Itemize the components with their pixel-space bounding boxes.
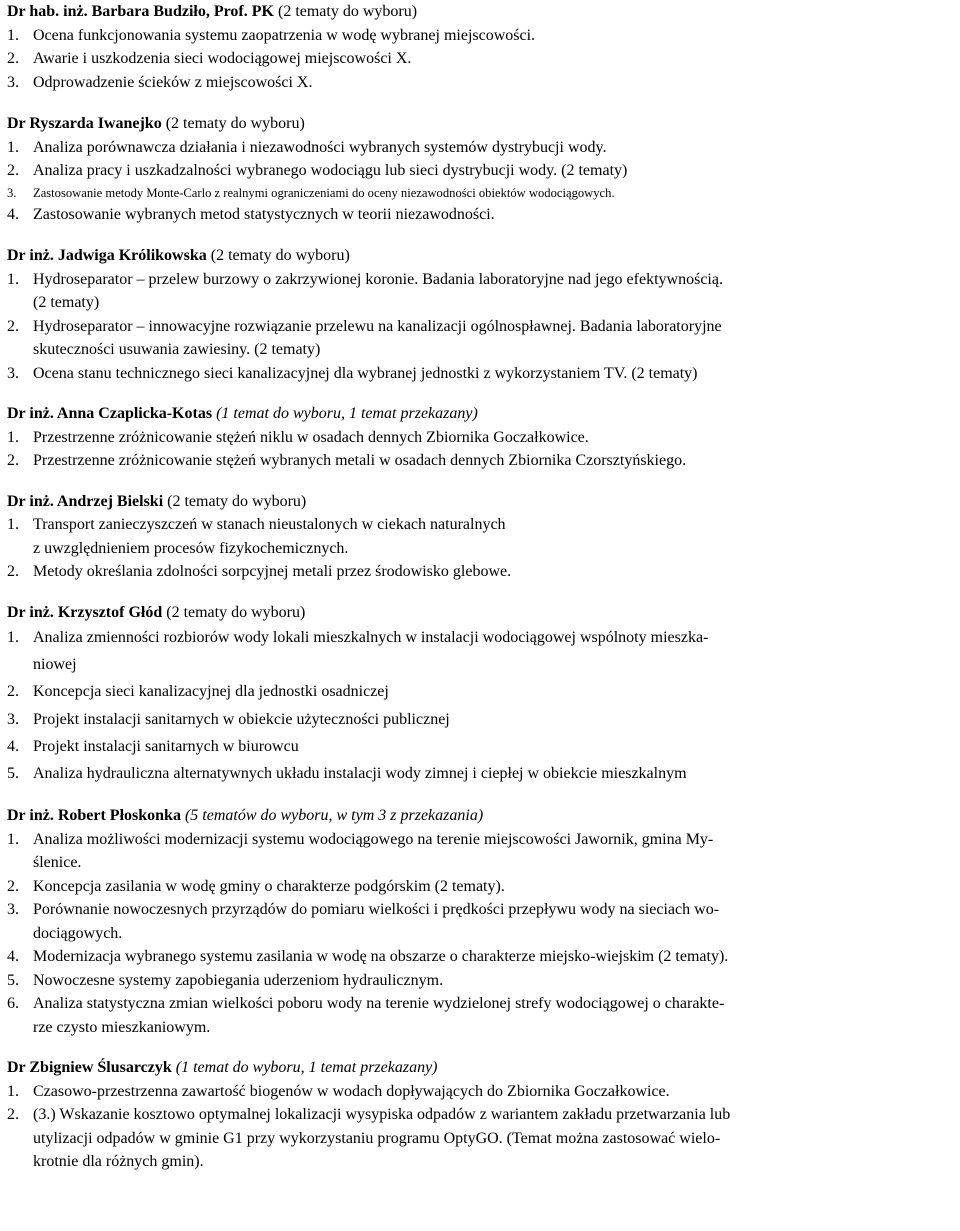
item-text: Zastosowanie wybranych metod statystycznych w teorii niezawodności.: [33, 205, 495, 223]
item-text-line: ślenice.: [33, 854, 82, 872]
item-text: [33, 828, 957, 875]
section-header: [7, 402, 957, 426]
item-number: 6.: [7, 995, 19, 1013]
item-text-line: Analiza zmienności rozbiorów wody lokali mieszkalnych w instalacji wodociągowej wspólnoty mieszka-: [33, 629, 709, 646]
section-czaplicka-kotas: [7, 402, 957, 473]
list-item: [7, 449, 957, 473]
item-text: Koncepcja zasilania w wodę gminy o charakterze podgórskim (2 tematy).: [33, 877, 505, 895]
item-text: Analiza hydrauliczna alternatywnych układu instalacji wody zimnej i ciepłej w obiekcie mieszkalnym: [33, 765, 687, 783]
list-item: [7, 159, 957, 183]
section-header: [7, 0, 957, 24]
item-number: 1.: [7, 1082, 19, 1100]
list-item: [7, 183, 957, 203]
item-text-line: rze czysto mieszkaniowym.: [33, 1018, 211, 1036]
item-number: 1.: [7, 26, 19, 44]
item-text: [33, 268, 957, 315]
supervisor-name: Dr Ryszarda Iwanejko: [7, 115, 162, 132]
item-text: [33, 624, 957, 678]
item-number: 3.: [7, 185, 17, 200]
supervisor-name: Dr hab. inż. Barbara Budziło, Prof. PK: [7, 3, 274, 20]
supervisor-name: Dr inż. Jadwiga Królikowska: [7, 247, 207, 264]
list-item: [7, 1103, 957, 1174]
item-number: 5.: [7, 765, 19, 783]
item-number: 3.: [7, 364, 19, 382]
item-text-line: Porównanie nowoczesnych przyrządów do pomiaru wielkości i prędkości przepływu wody na sieciach wo-: [33, 901, 720, 919]
item-text: Odprowadzenie ścieków z miejscowości X.: [33, 73, 313, 91]
list-item: [7, 513, 957, 560]
list-item: [7, 426, 957, 450]
item-number: 5.: [7, 971, 19, 989]
item-number: 1.: [7, 629, 19, 646]
section-header: [7, 244, 957, 268]
item-text-line: Transport zanieczyszczeń w stanach nieustalonych w ciekach naturalnych: [33, 516, 506, 533]
section-iwanejko: [7, 112, 957, 226]
supervisor-name: Dr Zbigniew Ślusarczyk: [7, 1059, 172, 1077]
list-item: [7, 760, 957, 787]
item-number: 2.: [7, 1106, 19, 1124]
item-number: 4.: [7, 737, 19, 755]
item-text: Awarie i uszkodzenia sieci wodociągowej miejscowości X.: [33, 50, 412, 67]
item-text: Przestrzenne zróżnicowanie stężeń niklu w osadach dennych Zbiornika Goczałkowice.: [33, 428, 589, 446]
list-item: [7, 136, 957, 160]
item-number: 2.: [7, 317, 19, 335]
document: [7, 0, 957, 1174]
topic-count-note: (2 tematy do wyboru): [162, 603, 306, 621]
section-budzilo: [7, 0, 957, 94]
item-text: Analiza porównawcza działania i niezawodności wybranych systemów dystrybucji wody.: [33, 138, 607, 156]
item-text: Analiza pracy i uszkadzalności wybranego wodociągu lub sieci dystrybucji wody. (2 tematy): [33, 162, 628, 179]
list-item: [7, 678, 957, 705]
item-text-line: Analiza statystyczna zmian wielkości poboru wody na terenie wydzielonej strefy wodociągowej o charakte-: [33, 995, 725, 1013]
item-text: Koncepcja sieci kanalizacyjnej dla jednostki osadniczej: [33, 683, 389, 701]
item-number: 3.: [7, 710, 19, 728]
list-item: [7, 828, 957, 875]
list-item: [7, 706, 957, 733]
item-number: 2.: [7, 563, 19, 580]
topic-count-note: (1 temat do wyboru, 1 temat przekazany): [171, 1059, 438, 1077]
supervisor-name: Dr inż. Anna Czaplicka-Kotas: [7, 405, 213, 422]
item-number: 1.: [7, 138, 19, 156]
list-item: [7, 24, 957, 48]
item-number: 2.: [7, 162, 19, 179]
list-item: [7, 945, 957, 969]
item-text: Metody określania zdolności sorpcyjnej metali przez środowisko glebowe.: [33, 563, 512, 580]
section-header: [7, 490, 957, 514]
section-ploskonka: [7, 804, 957, 1039]
item-number: 2.: [7, 877, 19, 895]
item-text: Modernizacja wybranego systemu zasilania w wodę na obszarze o charakterze miejsko-wiejskim (2 tematy).: [33, 948, 729, 966]
item-text: Projekt instalacji sanitarnych w biurowcu: [33, 737, 299, 755]
item-text: Nowoczesne systemy zapobiegania uderzeniom hydraulicznym.: [33, 971, 444, 989]
item-text-line: krotnie dla różnych gmin).: [33, 1153, 204, 1171]
item-text-line: (3.) Wskazanie kosztowo optymalnej lokalizacji wysypiska odpadów z wariantem zakładu przetwarzania lub: [33, 1106, 731, 1124]
item-text: Zastosowanie metody Monte-Carlo z realnymi ograniczeniami do oceny niezawodności obiektów wodociągowych.: [33, 185, 615, 200]
item-text: Ocena funkcjonowania systemu zaopatrzenia w wodę wybranej miejscowości.: [33, 26, 536, 44]
supervisor-name: Dr inż. Robert Płoskonka: [7, 807, 181, 825]
list-item: [7, 47, 957, 71]
item-number: 1.: [7, 830, 19, 848]
section-slusarczyk: [7, 1056, 957, 1174]
item-number: 4.: [7, 205, 19, 223]
list-item: [7, 992, 957, 1039]
item-text-line: skuteczności usuwania zawiesiny. (2 tematy): [33, 341, 321, 358]
item-number: 2.: [7, 683, 19, 701]
item-number: 3.: [7, 901, 19, 919]
item-text: [33, 315, 957, 362]
section-krolikowska: [7, 244, 957, 385]
item-number: 1.: [7, 270, 19, 288]
supervisor-name: Dr inż. Krzysztof Głód: [7, 603, 163, 621]
section-glod: [7, 601, 957, 788]
item-text-line: dociągowych.: [33, 924, 123, 942]
list-item: [7, 362, 957, 386]
item-text-line: utylizacji odpadów w gminie G1 przy wykorzystaniu programu OptyGO. (Temat można zastosować wielo-: [33, 1129, 721, 1147]
list-item: [7, 560, 957, 584]
list-item: [7, 71, 957, 95]
supervisor-name: Dr inż. Andrzej Bielski: [7, 492, 164, 510]
item-number: 3.: [7, 73, 19, 91]
list-item: [7, 733, 957, 760]
section-header: [7, 112, 957, 136]
item-number: 2.: [7, 50, 19, 67]
item-number: 4.: [7, 948, 19, 966]
section-header: [7, 804, 957, 828]
section-header: [7, 1056, 957, 1080]
list-item: [7, 203, 957, 227]
section-header: [7, 601, 957, 625]
item-text-line: niowej: [33, 656, 77, 674]
topic-count-note: (2 tematy do wyboru): [273, 3, 418, 20]
item-text-line: Analiza możliwości modernizacji systemu wodociągowego na terenie miejscowości Jawornik, gmina My-: [33, 830, 714, 848]
item-text: Projekt instalacji sanitarnych w obiekcie użyteczności publicznej: [33, 710, 450, 728]
topic-count-note: (5 tematów do wyboru, w tym 3 z przekazania): [180, 807, 484, 825]
item-text: Czasowo-przestrzenna zawartość biogenów w wodach dopływających do Zbiornika Goczałkowice.: [33, 1082, 670, 1100]
topic-count-note: (2 tematy do wyboru): [206, 247, 350, 264]
item-text: [33, 898, 957, 945]
item-text: Ocena stanu technicznego sieci kanalizacyjnej dla wybranej jednostki z wykorzystaniem TV. (2 tematy): [33, 364, 698, 382]
list-item: [7, 875, 957, 899]
list-item: [7, 624, 957, 678]
item-text: [33, 992, 957, 1039]
item-number: 2.: [7, 452, 19, 469]
item-text-line: Hydroseparator – innowacyjne rozwiązanie przelewu na kanalizacji ogólnospławnej. Badania laboratoryjne: [33, 317, 722, 335]
section-bielski: [7, 490, 957, 584]
topic-count-note: (1 temat do wyboru, 1 temat przekazany): [212, 405, 478, 422]
list-item: [7, 268, 957, 315]
item-text-line: z uwzględnieniem procesów fizykochemicznych.: [33, 539, 349, 557]
topic-count-note: (2 tematy do wyboru): [163, 492, 307, 510]
item-text-line: Hydroseparator – przelew burzowy o zakrzywionej koronie. Badania laboratoryjne nad jego efektywnością.: [33, 270, 723, 288]
item-text: [33, 513, 957, 560]
list-item: [7, 315, 957, 362]
list-item: [7, 898, 957, 945]
list-item: [7, 1080, 957, 1104]
item-text: Przestrzenne zróżnicowanie stężeń wybranych metali w osadach dennych Zbiornika Czorsztyńskiego.: [33, 452, 687, 469]
list-item: [7, 969, 957, 993]
item-number: 1.: [7, 516, 19, 533]
item-text-line: (2 tematy): [33, 294, 100, 311]
topic-count-note: (2 tematy do wyboru): [161, 115, 305, 132]
item-number: 1.: [7, 428, 19, 446]
item-text: [33, 1103, 957, 1174]
